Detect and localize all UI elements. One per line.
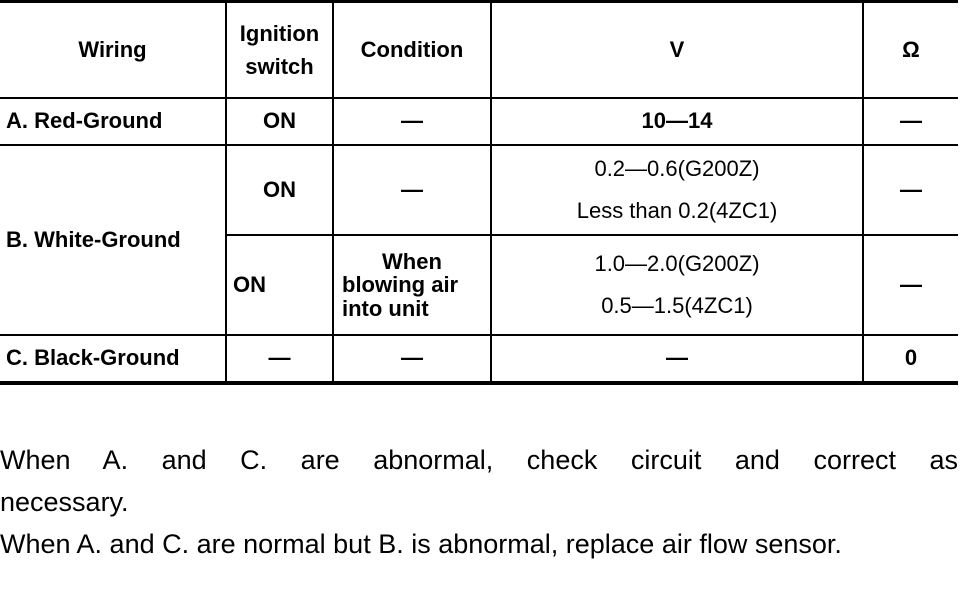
row-b2-ignition: ON bbox=[226, 235, 333, 335]
table-row bbox=[0, 145, 958, 235]
row-c-ignition: — bbox=[226, 335, 333, 383]
table-row bbox=[0, 98, 958, 145]
row-b1-resistance: — bbox=[863, 145, 958, 235]
row-b2-voltage-line1: 1.0—2.0(G200Z) bbox=[594, 251, 760, 277]
row-b2-resistance: — bbox=[863, 235, 958, 335]
row-b1-voltage-line2: Less than 0.2(4ZC1) bbox=[576, 198, 778, 223]
note-abnormal-b: When A. and C. are normal but B. is abnormal, replace air flow sensor. bbox=[0, 528, 842, 559]
row-c-voltage: — bbox=[491, 335, 863, 383]
row-b1-voltage bbox=[491, 145, 863, 235]
row-b2-condition-line3: into unit bbox=[342, 295, 429, 321]
row-b-wiring: B. White-Ground bbox=[0, 145, 226, 335]
row-b1-condition: — bbox=[333, 145, 491, 235]
row-b2-condition-line1: When bbox=[382, 249, 442, 275]
row-a-voltage: 10—14 bbox=[491, 98, 863, 145]
header-ignition-line2: switch bbox=[245, 54, 314, 79]
row-b2-condition bbox=[333, 235, 491, 335]
note-abnormal-a-c: When A. and C. are abnormal, check circuit and correct as necessary. bbox=[0, 445, 958, 517]
header-ignition-switch bbox=[226, 2, 333, 99]
header-ignition-line1: Ignition bbox=[239, 21, 320, 46]
row-c-condition: — bbox=[333, 335, 491, 383]
row-b1-voltage-line1: 0.2—0.6(G200Z) bbox=[594, 156, 760, 182]
row-a-resistance: — bbox=[863, 98, 958, 145]
row-a-condition: — bbox=[333, 98, 491, 145]
table-header-row bbox=[0, 2, 958, 99]
header-resistance: Ω bbox=[863, 2, 958, 99]
header-condition: Condition bbox=[333, 2, 491, 99]
table-row bbox=[0, 335, 958, 383]
row-b2-voltage bbox=[491, 235, 863, 335]
row-b2-condition-line2: blowing air bbox=[342, 272, 459, 298]
row-a-ignition: ON bbox=[226, 98, 333, 145]
row-c-wiring: C. Black-Ground bbox=[0, 335, 226, 383]
row-c-resistance: 0 bbox=[863, 335, 958, 383]
header-voltage: V bbox=[491, 2, 863, 99]
row-a-wiring: A. Red-Ground bbox=[0, 98, 226, 145]
header-wiring: Wiring bbox=[0, 2, 226, 99]
row-b2-voltage-line2: 0.5—1.5(4ZC1) bbox=[601, 293, 753, 318]
row-b1-ignition: ON bbox=[226, 145, 333, 235]
notes-section bbox=[0, 440, 958, 566]
